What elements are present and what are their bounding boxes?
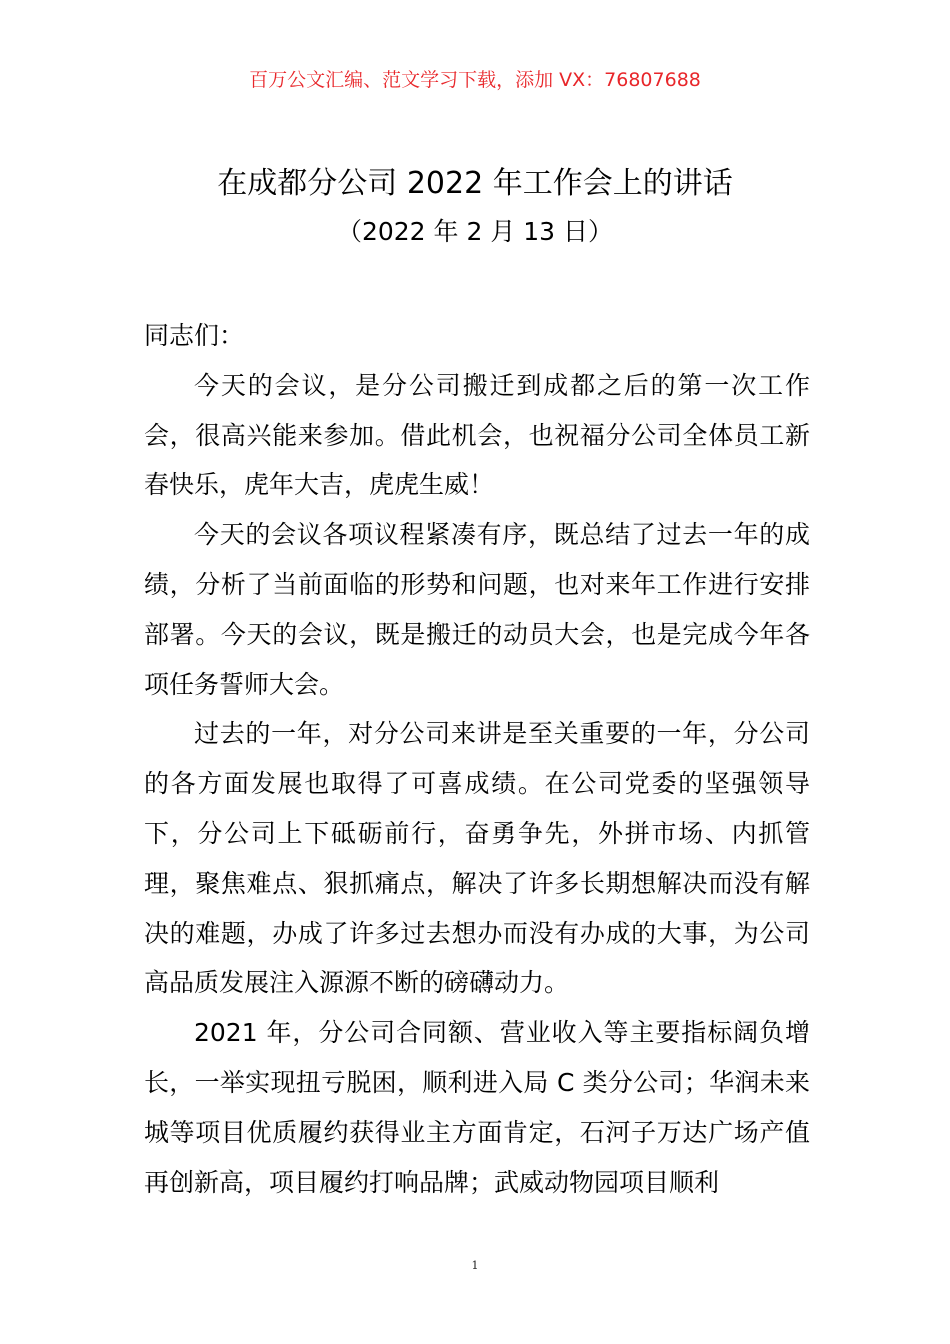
paragraph-3: 过去的一年，对分公司来讲是至关重要的一年，分公司的各方面发展也取得了可喜成绩。在公司党委的坚强领导下，分公司上下砥砺前行，奋勇争先，外拼市场、内抓管理，聚焦难点、狠抓痛点，解决了许多长期想解决而没有解决的难题，办成了许多过去想办而没有办成的大事，为公司高品质发展注入源源不断的磅礴动力。 [144, 719, 810, 998]
document-date: （2022 年 2 月 13 日） [336, 217, 614, 246]
document-body [144, 311, 810, 1207]
page-number: 1 [471, 1259, 479, 1272]
paragraph-4: 2021 年，分公司合同额、营业收入等主要指标阔负增长，一举实现扭亏脱困，顺利进入局 C 类分公司；华润未来城等项目优质履约获得业主方面肯定，石河子万达广场产值再创新高，项目履约打响品牌；武威动物园项目顺利 [144, 1018, 810, 1197]
paragraph-1: 今天的会议，是分公司搬迁到成都之后的第一次工作会，很高兴能来参加。借此机会，也祝福分公司全体员工新春快乐，虎年大吉，虎虎生威！ [144, 370, 810, 500]
header-note: 百万公文汇编、范文学习下载，添加 VX：76807688 [249, 69, 701, 91]
paragraph-2: 今天的会议各项议程紧凑有序，既总结了过去一年的成绩，分析了当前面临的形势和问题，也对来年工作进行安排部署。今天的会议，既是搬迁的动员大会，也是完成今年各项任务誓师大会。 [144, 520, 810, 699]
document-title: 在成都分公司 2022 年工作会上的讲话 [217, 166, 733, 201]
salutation: 同志们： [144, 321, 245, 350]
